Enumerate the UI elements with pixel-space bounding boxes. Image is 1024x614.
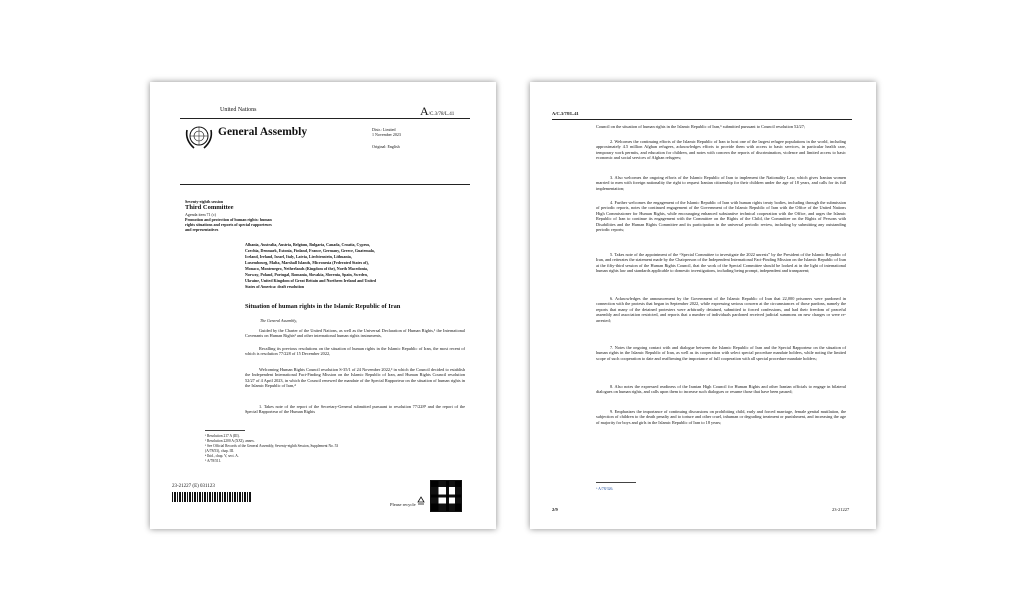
document-page-2	[530, 82, 876, 529]
the-general-assembly: The General Assembly,	[260, 318, 297, 323]
footnote: ⁴ Ibid., chap. V, sect. A.	[205, 454, 239, 458]
paragraph-9: 9. Emphasizes the importance of continuing discussions on prohibiting child, early and forced marriage, female genital mutilation, the subjection of children to the death penalty and to torture and other cruel, inhuman or degrading treatment or punishment, and increasing the age of majority for boys and girls in the Islamic Republic of Iran to 18 years;	[596, 409, 846, 425]
agenda-title-line: Promotion and protection of human rights: human	[185, 217, 272, 222]
agenda-item: Agenda item 71 (c)	[185, 212, 216, 217]
document-symbol-number: /C.3/78/L.41	[428, 112, 455, 117]
sponsor-line: States of America: draft resolution	[245, 284, 305, 289]
agenda-title-line: rights situations and reports of special rapporteurs	[185, 222, 272, 227]
qr-code	[430, 480, 462, 512]
paragraph-7: 7. Notes the ongoing contact with and dialogue between the Islamic Republic of Iran and the Special Rapporteur on the situation of human rights in the Islamic Republic of Iran, as well as its cooperation with select special procedure mandate holders, while noting the limited scope of such cooperation to date and reaffirming the importance of full cooperation with all special procedure mandate holders;	[596, 345, 846, 361]
footnote: ⁶ A/78/326.	[596, 487, 614, 491]
sponsor-line: Norway, Poland, Portugal, Romania, Slovakia, Slovenia, Spain, Sweden,	[245, 272, 368, 277]
paragraph-1: 1. Takes note of the report of the Secretary-General submitted pursuant to resolution 77/228⁵ and the report of the Special Rapporteur of the Human Rights	[245, 404, 465, 415]
document-symbol-letter: A	[420, 104, 429, 118]
barcode	[172, 492, 252, 502]
footnote: (A/78/53), chap. III.	[205, 449, 235, 453]
original-language: Original: English	[372, 144, 400, 149]
footnote: ⁵ A/78/511.	[205, 459, 222, 463]
sponsor-line: Iceland, Ireland, Israel, Italy, Latvia, Liechtenstein, Lithuania,	[245, 254, 352, 259]
paragraph-welcoming: Welcoming Human Rights Council resolution S-35/1 of 24 November 2022,³ in which the Council decided to establish the Independent International Fact-Finding Mission on the Islamic Republic of Iran, and Human Rights Council resolution 52/27 of 4 April 2023, in which the Council renewed the mandate of the Special Rapporteur on the situation of human rights in the Islamic Republic of Iran,⁴	[245, 367, 465, 389]
header-symbol: A/C.3/78/L.41	[552, 111, 579, 116]
paragraph-5: 5. Takes note of the appointment of the “Special Committee to investigate the 2022 unrests” by the President of the Islamic Republic of Iran, and reiterates the statement made by the Chairperson of the Independent International Fact-Finding Mission on the Islamic Republic of Iran at the fifty-third session of the Human Rights Council, that the work of the Special Committee should be looked at in the light of international human rights law and standards applicable to domestic investigations, including being prompt, independent and transparent;	[596, 252, 846, 274]
job-number: 23-21227 (E) 031123	[172, 484, 215, 489]
paragraph-4: 4. Further welcomes the engagement of the Islamic Republic of Iran with human rights treaty bodies, including through the submission of periodic reports, notes the continued engagement of the Government of the Islamic Republic of Iran with the Office of the United Nations High Commissioner for Human Rights, while encouraging enhanced substantive technical cooperation with the Office, and urges the Islamic Republic of Iran to continue its engagement with the Committee on the Rights of the Child, the Committee on the Rights of Persons with Disabilities and the Human Rights Committee and its participation in the universal periodic review, including by submitting any outstanding periodic reports;	[596, 200, 846, 233]
agenda-title-line: and representatives	[185, 227, 219, 232]
footnote: ³ See Official Records of the General Assembly, Seventy-eighth Session, Supplement No. 53	[205, 444, 339, 448]
resolution-title: Situation of human rights in the Islamic Republic of Iran	[245, 303, 401, 310]
sponsor-line: Monaco, Montenegro, Netherlands (Kingdom of the), North Macedonia,	[245, 266, 368, 271]
document-date: 1 November 2023	[372, 132, 401, 137]
recycle-icon	[415, 496, 427, 508]
paragraph-guided: Guided by the Charter of the United Nations, as well as the Universal Declaration of Human Rights,¹ the International Covenants on Human Rights² and other international human rights instruments,	[245, 328, 465, 339]
footnote: ¹ Resolution 217 A (III).	[205, 434, 240, 438]
paragraph-6: 6. Acknowledges the announcement by the Government of the Islamic Republic of Iran that 22,000 prisoners were pardoned in connection with the protests that began in September 2022, while expressing serious concern at the circumstances of those pardons, namely the reports that many of the detained protesters were arbitrarily detained, submitted to forced confessions, and had their freedom of peaceful assembly and association restricted, and reports that a number of individuals pardoned received judicial summons on new charges or were re-arrested;	[596, 296, 846, 323]
footnote: ² Resolution 2200 A (XXI), annex.	[205, 439, 255, 443]
distribution: Distr.: Limited	[372, 127, 396, 132]
committee: Third Committee	[185, 204, 234, 211]
sponsor-line: Ukraine, United Kingdom of Great Britain and Northern Ireland and United	[245, 278, 377, 283]
sponsor-line: Luxembourg, Malta, Marshall Islands, Micronesia (Federated States of),	[245, 260, 369, 265]
sponsor-line: Albania, Australia, Austria, Belgium, Bulgaria, Canada, Croatia, Cyprus,	[245, 242, 371, 247]
paragraph-3: 3. Also welcomes the ongoing efforts of the Islamic Republic of Iran to implement the Nationality Law, which gives Iranian women married to men with foreign nationality the right to request Iranian citizenship for their children under the age of 18 years, and calls for its full implementation;	[596, 175, 846, 191]
paragraph-2: 2. Welcomes the continuing efforts of the Islamic Republic of Iran to host one of the largest refugee populations in the world, including approximately 4.5 million Afghan refugees, acknowledges efforts to provide them with access to basic services, in particular health care, temporary work permits, and education for children, and notes with concern the reports of discrimination, violence and limited access to basic economic and social services of Afghan refugees;	[596, 139, 846, 161]
job-number: 23-21227	[832, 507, 850, 512]
page-number: 2/9	[552, 507, 558, 512]
paragraph-continued: Council on the situation of human rights in the Islamic Republic of Iran,⁶ submitted pursuant to Council resolution 52/27;	[596, 124, 806, 129]
document-page-1	[150, 82, 496, 529]
sponsor-line: Czechia, Denmark, Estonia, Finland, France, Germany, Greece, Guatemala,	[245, 248, 375, 253]
paragraph-recalling: Recalling its previous resolutions on the situation of human rights in the Islamic Republic of Iran, the most recent of which is resolution 77/228 of 15 December 2022,	[245, 346, 465, 357]
session: Seventy-eighth session	[185, 199, 224, 204]
body-name: General Assembly	[218, 126, 308, 138]
un-emblem-icon	[182, 122, 216, 152]
org-name: United Nations	[220, 107, 257, 113]
please-recycle: Please recycle	[390, 502, 416, 507]
paragraph-8: 8. Also notes the expressed readiness of the Iranian High Council for Human Rights and other Iranian officials to engage in bilateral dialogues on human rights, and calls upon them to increase such dialogues or resume those that have been paused;	[596, 384, 846, 395]
